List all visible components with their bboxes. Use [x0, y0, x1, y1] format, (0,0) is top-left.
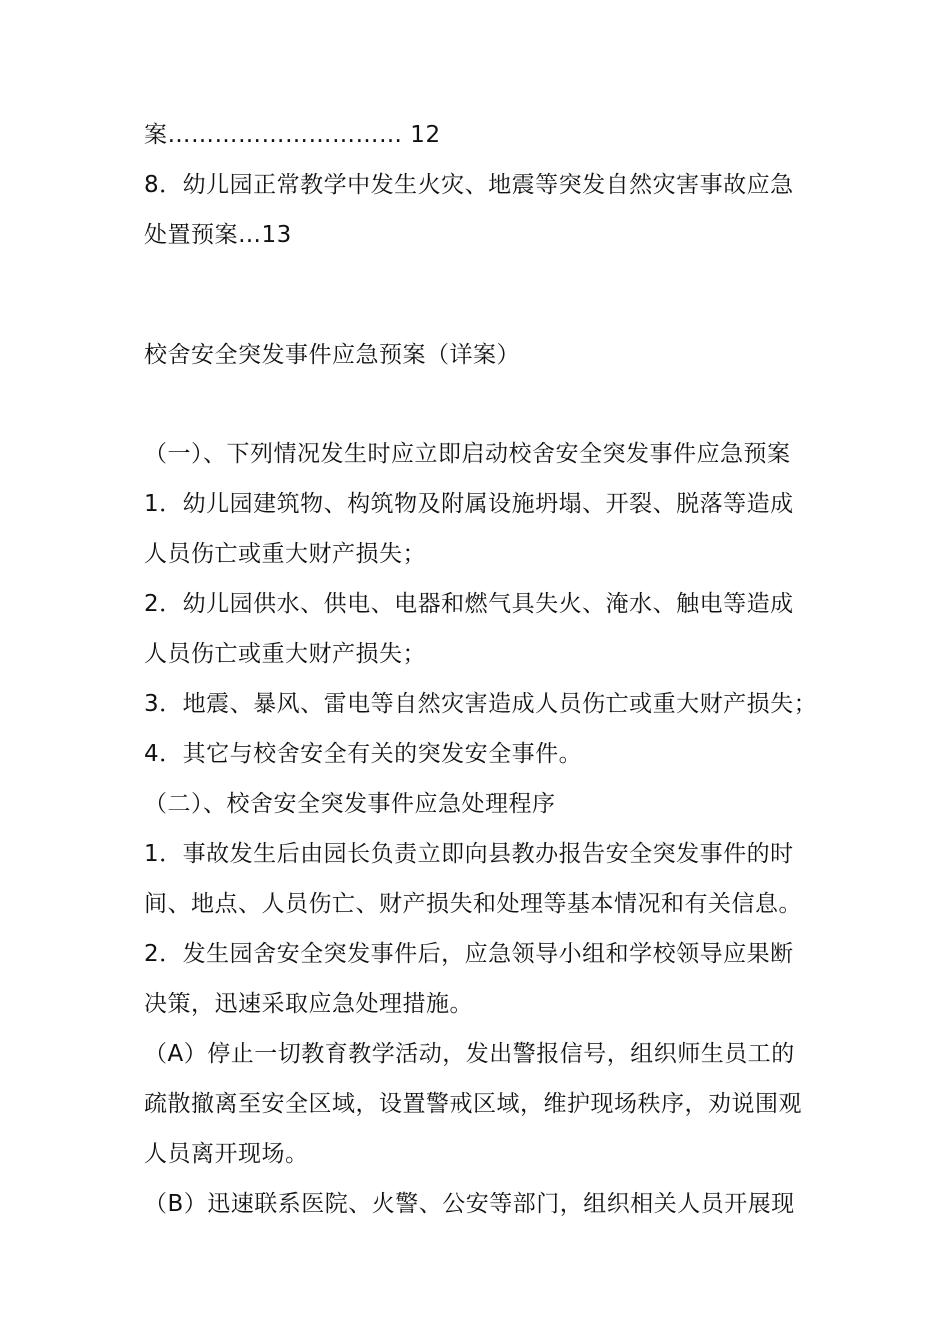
toc-line-3: 处置预案…13: [144, 222, 292, 248]
body-line-7: 4．其它与校舍安全有关的突发安全事件。: [144, 741, 583, 767]
body-line-1: （一）、下列情况发生时应立即启动校舍安全突发事件应急预案: [144, 441, 791, 467]
body-line-11: 2．发生园舍安全突发事件后，应急领导小组和学校领导应果断: [144, 941, 794, 967]
body-line-5: 人员伤亡或重大财产损失；: [144, 641, 426, 667]
body-line-10: 间、地点、人员伤亡、财产损失和处理等基本情况和有关信息。: [144, 891, 802, 917]
section-title: 校舍安全突发事件应急预案（详案）: [144, 342, 520, 368]
body-line-16: （B）迅速联系医院、火警、公安等部门，组织相关人员开展现: [144, 1191, 795, 1217]
body-line-14: 疏散撤离至安全区域，设置警戒区域，维护现场秩序，劝说围观: [144, 1091, 802, 1117]
body-line-8: （二）、校舍安全突发事件应急处理程序: [144, 791, 556, 817]
body-line-13: （A）停止一切教育教学活动，发出警报信号，组织师生员工的: [144, 1041, 795, 1067]
toc-line-1: 案………………………… 12: [144, 122, 441, 148]
body-line-6: 3．地震、暴风、雷电等自然灾害造成人员伤亡或重大财产损失；: [144, 691, 818, 717]
body-line-4: 2．幼儿园供水、供电、电器和燃气具失火、淹水、触电等造成: [144, 591, 794, 617]
body-line-3: 人员伤亡或重大财产损失；: [144, 541, 426, 567]
toc-line-2: 8．幼儿园正常教学中发生火灾、地震等突发自然灾害事故应急: [144, 172, 794, 198]
body-line-2: 1．幼儿园建筑物、构筑物及附属设施坍塌、开裂、脱落等造成: [144, 491, 794, 517]
body-line-9: 1．事故发生后由园长负责立即向县教办报告安全突发事件的时: [144, 841, 794, 867]
body-line-15: 人员离开现场。: [144, 1141, 309, 1167]
body-line-12: 决策，迅速采取应急处理措施。: [144, 991, 473, 1017]
